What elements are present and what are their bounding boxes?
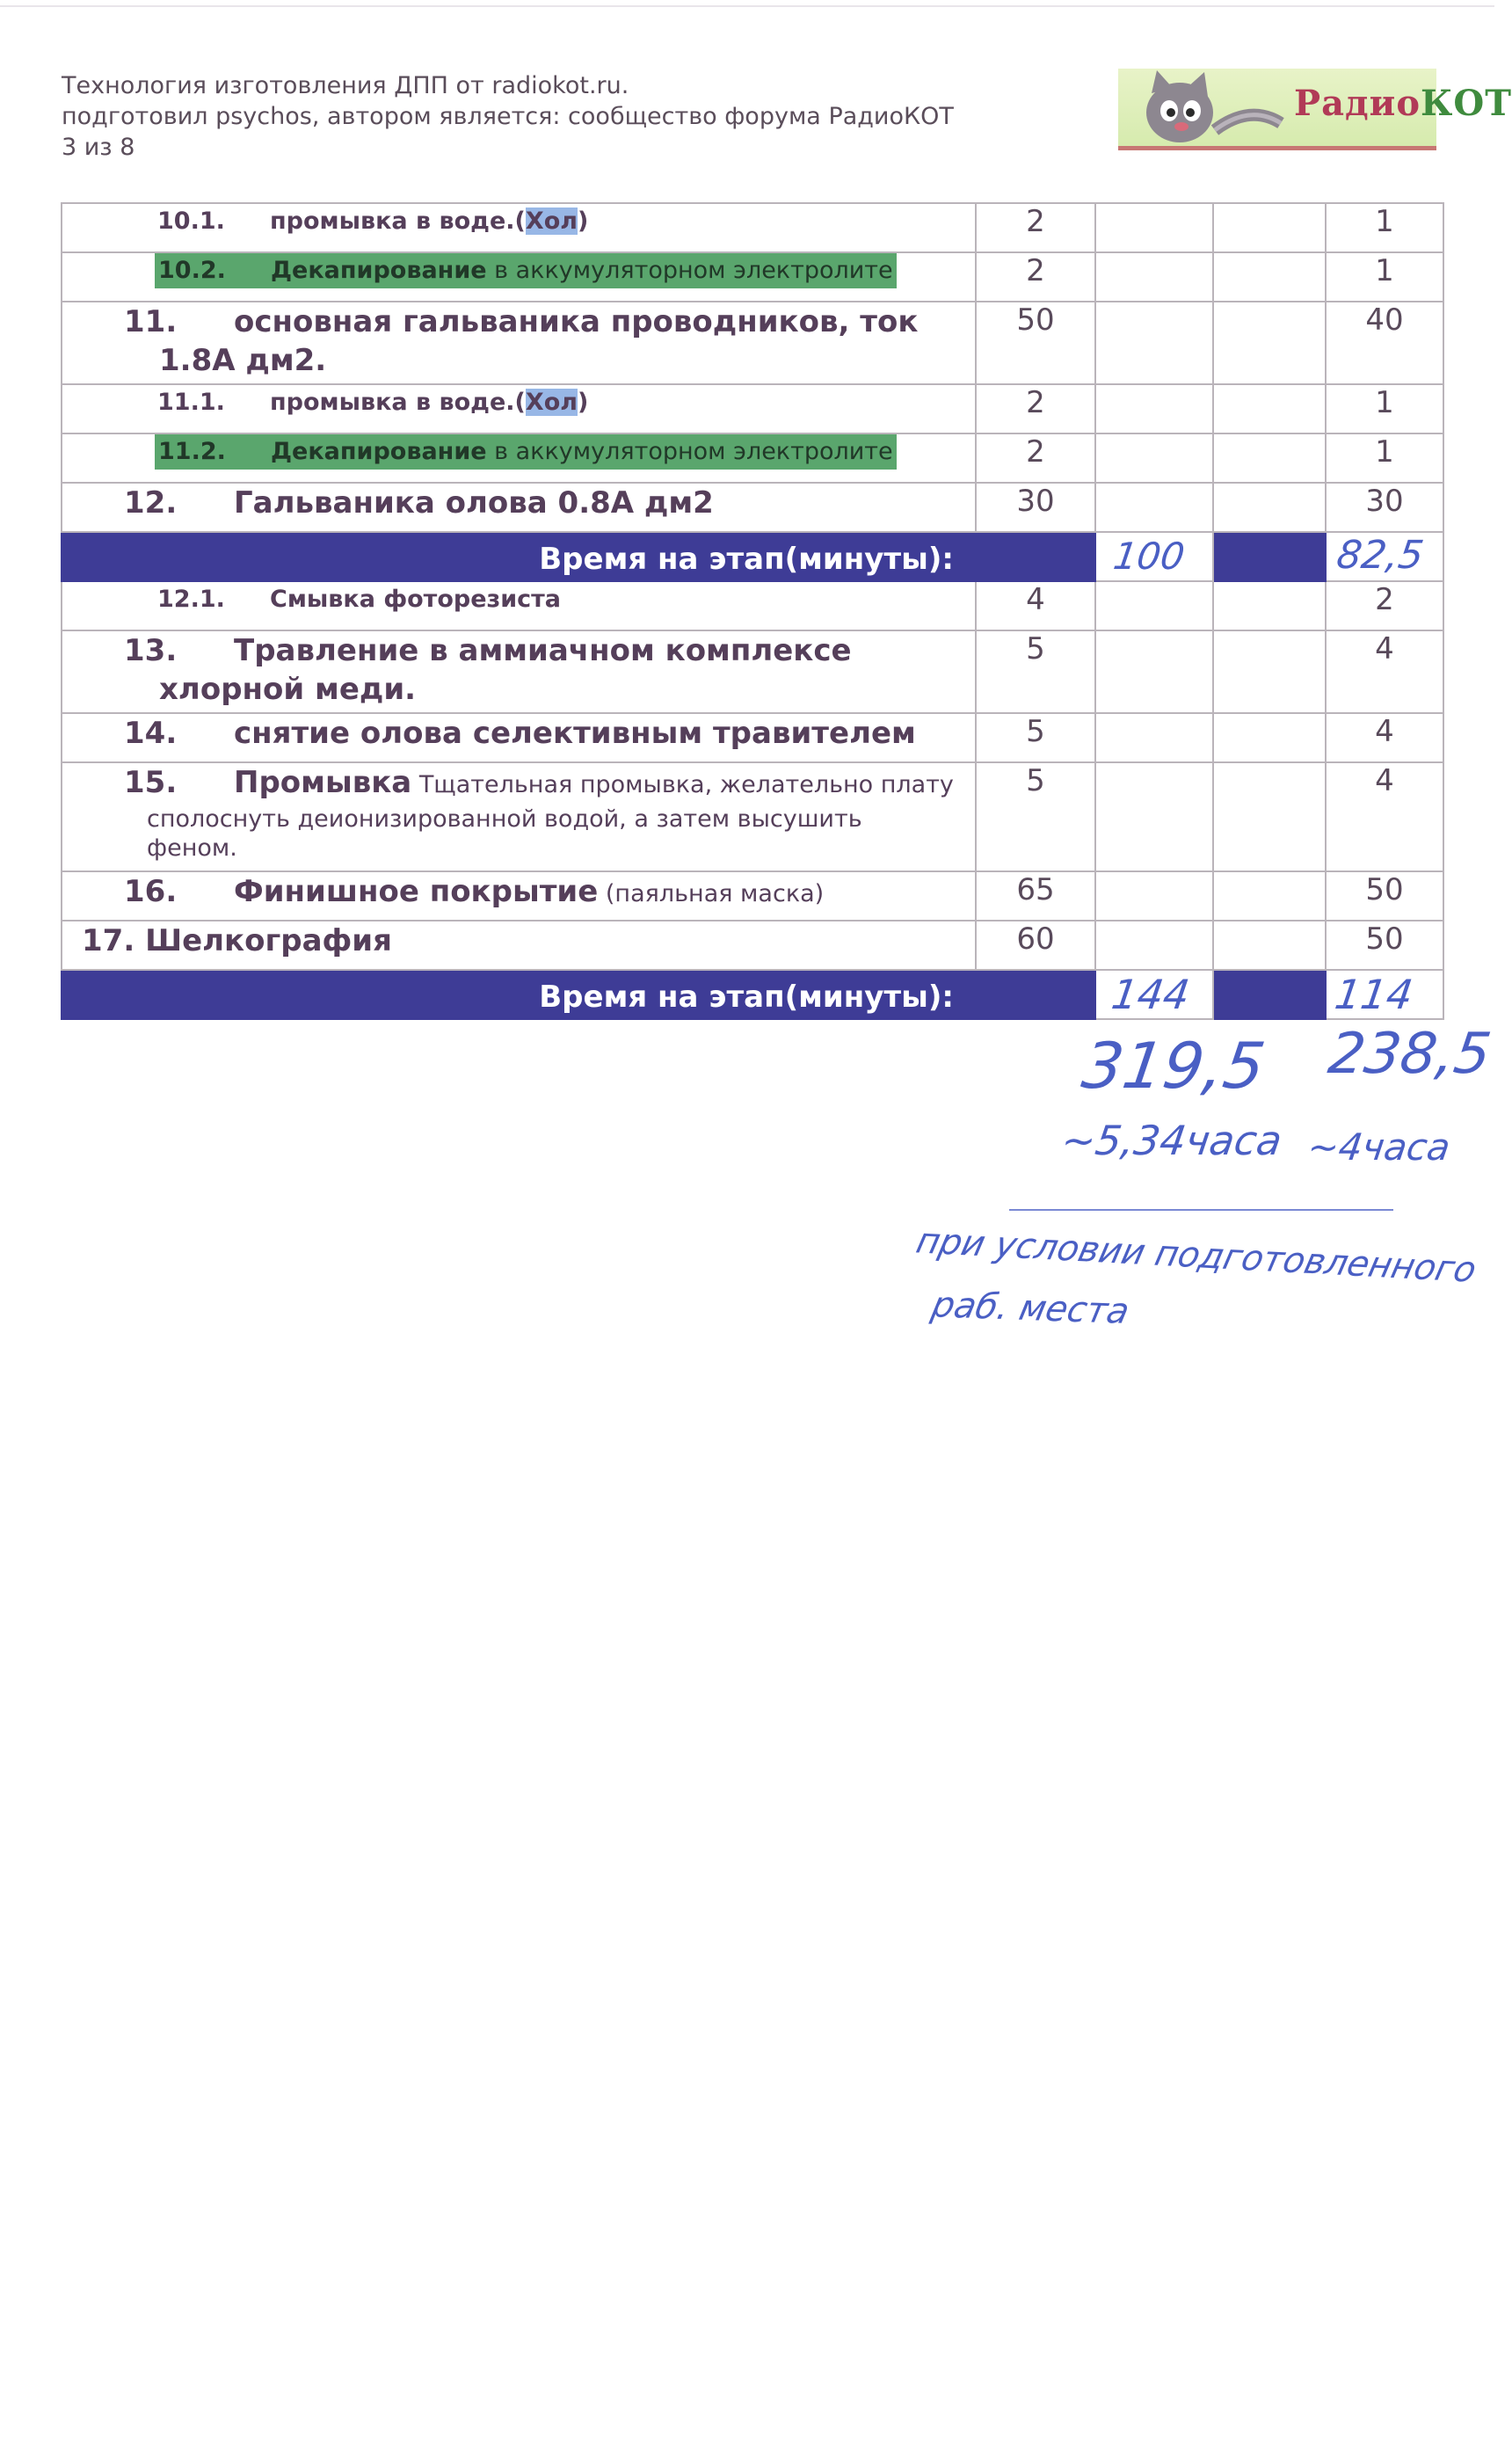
time-cell-a: 5 (976, 762, 1095, 871)
time-cell-a (976, 532, 1095, 581)
step-number: 14. (124, 716, 178, 751)
page-top-rule (0, 5, 1494, 7)
time-cell-a: 5 (976, 630, 1095, 713)
step-title: промывка в воде.( (270, 208, 526, 235)
time-cell-d: 1 (1326, 203, 1443, 252)
time-cell-b (1095, 871, 1213, 921)
stage-total-label: Время на этап(минуты): (62, 532, 976, 581)
table-row (62, 433, 1443, 483)
table-row (62, 203, 1443, 252)
table-row (62, 302, 1443, 384)
header-page-number: 3 из 8 (62, 134, 135, 161)
step-title: Шелкография (145, 923, 392, 958)
step-cell (62, 302, 976, 384)
time-cell-d: 1 (1326, 252, 1443, 302)
step-10-2 (155, 253, 897, 288)
time-cell-b (1095, 302, 1213, 384)
time-cell-a: 2 (976, 433, 1095, 483)
logo-text-kot: КОТ (1421, 83, 1512, 124)
step-number: 13. (124, 633, 178, 668)
time-cell-d: 1 (1326, 433, 1443, 483)
time-cell-b (1095, 384, 1213, 433)
table-row (62, 252, 1443, 302)
time-cell-c (1213, 871, 1326, 921)
time-cell-d: 2 (1326, 581, 1443, 630)
step-number: 16. (124, 874, 178, 909)
time-cell-c (1213, 713, 1326, 762)
step-description: (паяльная маска) (598, 880, 825, 907)
time-cell-b (1095, 921, 1213, 970)
step-11-2 (155, 434, 897, 470)
highlighted-word: Хол (525, 389, 578, 416)
handwritten-note-line-2: раб. места (927, 1285, 1133, 1332)
step-13 (62, 631, 975, 670)
step-17 (62, 921, 975, 960)
time-cell-c (1213, 532, 1326, 581)
logo-wordmark (1294, 83, 1512, 124)
time-cell-c (1213, 384, 1326, 433)
step-11 (62, 302, 975, 341)
step-title-close: ) (578, 389, 589, 416)
time-cell-c (1213, 302, 1326, 384)
handwritten-total-d (1326, 532, 1443, 581)
time-cell-d: 4 (1326, 713, 1443, 762)
step-number: 12. (124, 485, 178, 521)
step-cell (62, 630, 976, 713)
table-row (62, 483, 1443, 532)
handwritten-note-line-1: при условии подготовленного (912, 1220, 1480, 1291)
handwritten-value: 114 (1332, 971, 1416, 1018)
time-cell-a: 50 (976, 302, 1095, 384)
time-cell-a: 4 (976, 581, 1095, 630)
time-cell-c (1213, 921, 1326, 970)
time-cell-c (1213, 762, 1326, 871)
table-row (62, 581, 1443, 630)
step-cell (62, 203, 976, 252)
step-title-continued: 1.8А дм2. (159, 343, 327, 378)
logo-text-radio: Радио (1294, 83, 1421, 124)
document-header (62, 70, 1116, 163)
handwritten-sum-right: 238,5 (1324, 1022, 1495, 1087)
handwritten-hours-left: ~5,34часа (1058, 1117, 1285, 1164)
handwritten-value: 144 (1109, 971, 1193, 1018)
radiokot-logo (1118, 69, 1512, 150)
time-cell-d: 1 (1326, 384, 1443, 433)
time-cell-c (1213, 203, 1326, 252)
step-description-line-3: феном. (147, 834, 237, 862)
time-cell-a: 2 (976, 384, 1095, 433)
step-15 (62, 763, 975, 805)
table-row (62, 384, 1443, 433)
step-10-1 (62, 204, 975, 239)
handwritten-underline (1009, 1209, 1393, 1211)
step-cell (62, 433, 976, 483)
time-cell-b (1095, 762, 1213, 871)
table-row (62, 630, 1443, 713)
step-cell (62, 384, 976, 433)
step-number: 11.2. (158, 438, 226, 465)
step-12 (62, 484, 975, 522)
time-cell-b (1095, 433, 1213, 483)
time-cell-a: 2 (976, 252, 1095, 302)
step-cell (62, 921, 976, 970)
time-cell-d: 50 (1326, 921, 1443, 970)
step-title-close: ) (578, 208, 589, 235)
stage-total-label: Время на этап(минуты): (62, 970, 976, 1019)
step-title: Декапирование (271, 257, 487, 284)
handwritten-hours-right: ~4часа (1305, 1125, 1453, 1169)
step-title: промывка в воде.( (270, 389, 526, 416)
step-number: 17. (82, 923, 135, 958)
time-cell-d: 40 (1326, 302, 1443, 384)
step-number: 11.1. (157, 389, 225, 416)
time-cell-a: 65 (976, 871, 1095, 921)
time-cell-a: 5 (976, 713, 1095, 762)
time-cell-a: 30 (976, 483, 1095, 532)
header-line-2: подготовил psychos, автором является: сообщество форума РадиоКОТ (62, 103, 954, 130)
highlighted-word: Хол (525, 208, 578, 235)
step-number: 10.1. (157, 208, 225, 235)
step-title: основная гальваника проводников, ток (234, 304, 919, 339)
handwritten-value: 100 (1110, 535, 1188, 578)
step-title: Травление в аммиачном комплексе (234, 633, 852, 668)
handwritten-sum-left: 319,5 (1078, 1029, 1270, 1103)
time-cell-b (1095, 483, 1213, 532)
time-cell-b (1095, 252, 1213, 302)
stage-total-row (62, 970, 1443, 1019)
time-cell-a: 2 (976, 203, 1095, 252)
step-number: 11. (124, 304, 178, 339)
step-cell (62, 871, 976, 921)
time-cell-d: 50 (1326, 871, 1443, 921)
time-cell-c (1213, 970, 1326, 1019)
time-cell-b (1095, 630, 1213, 713)
cat-logo-icon (1118, 69, 1285, 146)
table-row (62, 713, 1443, 762)
step-12-1 (62, 582, 975, 617)
time-cell-a: 60 (976, 921, 1095, 970)
step-description: в аккумуляторном электролите (486, 257, 893, 284)
time-cell-c (1213, 483, 1326, 532)
step-title: Декапирование (271, 438, 487, 465)
step-title: Смывка фоторезиста (270, 586, 561, 613)
step-description: Тщательная промывка, желательно плату (411, 771, 954, 798)
time-cell-b (1095, 203, 1213, 252)
process-table (61, 202, 1444, 1020)
step-11-1 (62, 385, 975, 420)
time-cell-d: 4 (1326, 762, 1443, 871)
step-number: 15. (124, 765, 178, 800)
step-cell (62, 252, 976, 302)
time-cell-c (1213, 252, 1326, 302)
time-cell-c (1213, 630, 1326, 713)
table-row (62, 762, 1443, 871)
time-cell-b (1095, 581, 1213, 630)
time-cell-b (1095, 713, 1213, 762)
step-description: в аккумуляторном электролите (486, 438, 893, 465)
step-number: 12.1. (157, 586, 225, 613)
step-14 (62, 714, 975, 753)
step-title: Гальваника олова 0.8А дм2 (234, 485, 714, 521)
time-cell-a (976, 970, 1095, 1019)
handwritten-total-b (1095, 532, 1213, 581)
table-row (62, 921, 1443, 970)
step-title-continued: хлорной меди. (159, 672, 417, 707)
step-16 (62, 872, 975, 914)
step-title: Финишное покрытие (234, 874, 599, 909)
table-row (62, 871, 1443, 921)
step-cell (62, 581, 976, 630)
step-title: снятие олова селективным травителем (234, 716, 916, 751)
time-cell-c (1213, 433, 1326, 483)
time-cell-c (1213, 581, 1326, 630)
step-cell (62, 713, 976, 762)
handwritten-total-d (1326, 970, 1443, 1019)
stage-total-row (62, 532, 1443, 581)
header-line-1: Технология изготовления ДПП от radiokot.ru. (62, 72, 629, 99)
time-cell-d: 4 (1326, 630, 1443, 713)
time-cell-d: 30 (1326, 483, 1443, 532)
step-cell (62, 762, 976, 871)
step-description-line-2: сполоснуть деионизированной водой, а затем высушить (147, 805, 862, 833)
step-title: Промывка (234, 765, 412, 800)
step-number: 10.2. (158, 257, 226, 284)
handwritten-value: 82,5 (1334, 533, 1427, 578)
step-cell (62, 483, 976, 532)
handwritten-total-b (1095, 970, 1213, 1019)
